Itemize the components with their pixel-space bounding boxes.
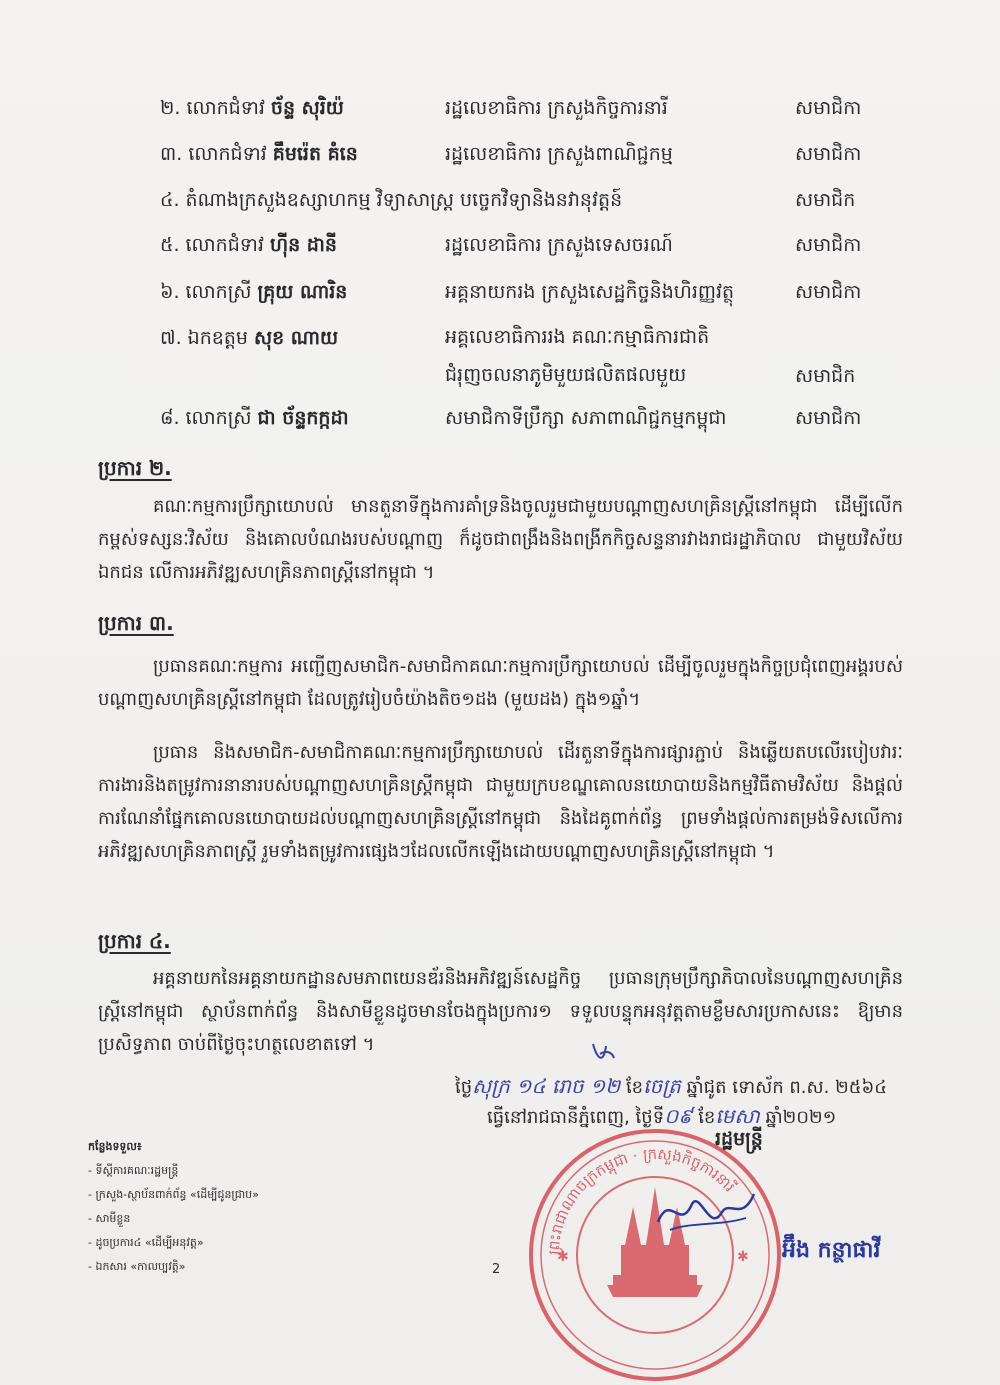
member-role: សមាជិកា bbox=[795, 97, 862, 119]
member-role: សមាជិកា bbox=[795, 407, 862, 429]
member-position: សមាជិកាទីប្រឹក្សា សភាពាណិជ្ជកម្មកម្ពុជា bbox=[445, 407, 727, 429]
paraph-mark bbox=[590, 1040, 616, 1064]
minister-name: អ៊ឹង កន្ថាផាវី bbox=[782, 1238, 881, 1263]
article-4-title: ប្រការ ៤. bbox=[98, 929, 171, 953]
member-row bbox=[0, 180, 1000, 220]
member-role: សមាជិកា bbox=[795, 281, 862, 303]
member-row bbox=[0, 318, 1000, 398]
recipients-list bbox=[88, 1135, 259, 1279]
member-row bbox=[0, 88, 1000, 128]
member-position: រដ្ឋលេខាធិការ ក្រសួងទេសចរណ៍ bbox=[445, 234, 673, 256]
member-row bbox=[0, 225, 1000, 265]
recipient-item: - ទីស្តីការគណៈរដ្ឋមន្ត្រី bbox=[88, 1164, 179, 1177]
member-name: ៣. លោកជំទាវ គឹមរ៉េត គំនេ bbox=[160, 143, 358, 165]
member-position: អគ្គនាយករង ក្រសួងសេដ្ឋកិច្ចនិងហិរញ្ញវត្ថុ bbox=[445, 281, 735, 303]
article-3-title: ប្រការ ៣. bbox=[98, 611, 174, 635]
recipient-item: - ដូចប្រការ៤ «ដើម្បីអនុវត្ត» bbox=[88, 1236, 204, 1249]
member-role: សមាជិក bbox=[795, 365, 856, 387]
member-name: ៧. ឯកឧត្តម សុខ ណាយ bbox=[160, 327, 339, 349]
article-2-text: គណៈកម្មការប្រឹក្សាយោបល់ មានតួនាទីក្នុងការគាំទ្រនិងចូលរួមជាមួយបណ្តាញសហគ្រិនស្ត្រីនៅកម្ពុជា ដើម្បីលើកកម្ពស់ទស្សនៈវិស័យ និងគោលបំណងរបស់បណ្តាញ ក៏ដូចជាពង្រឹងនិងពង្រីកកិច្ចសន្ទនារវាងរាជរដ្ឋាភិបាល ជាមួយវិស័យឯកជន លើការអភិវឌ្ឍសហគ្រិនភាពស្ត្រីនៅកម្ពុជា ។ bbox=[98, 496, 903, 583]
member-name: ៦. លោកស្រី គ្រុយ ណារិន bbox=[160, 281, 348, 303]
article-3-text-1: ប្រធានគណៈកម្មការ អញ្ជើញសមាជិក-សមាជិកាគណៈកម្មការប្រឹក្សាយោបល់ ដើម្បីចូលរួមក្នុងកិច្ចប្រជុំពេញអង្គរបស់បណ្តាញសហគ្រិនស្ត្រីនៅកម្ពុជា ដែលត្រូវរៀបចំយ៉ាងតិច១ដង (មួយដង) ក្នុង១ឆ្នាំ។ bbox=[98, 656, 903, 710]
svg-text:✱: ✱ bbox=[557, 1249, 569, 1265]
recipient-item: - ឯកសារ «កាលប្បវត្តិ» bbox=[88, 1260, 186, 1273]
member-name: ២. លោកជំទាវ ច័ន្ទ សុរិយ៉ bbox=[160, 97, 344, 119]
article-3-text-2: ប្រធាន និងសមាជិក-សមាជិកាគណៈកម្មការប្រឹក្សាយោបល់ ដើរតួនាទីក្នុងការផ្សារភ្ជាប់ និងឆ្លើយតបលើរបៀបវារៈការងារនិងតម្រូវការនានារបស់បណ្តាញសហគ្រិនស្ត្រីកម្ពុជា ជាមួយក្របខណ្ឌគោលនយោបាយនិងកម្មវិធីតាមវិស័យ និងផ្តល់ការណែនាំផ្នែកគោលនយោបាយដល់បណ្តាញសហគ្រិនស្ត្រីនៅកម្ពុជា និងដៃគូពាក់ព័ន្ធ ព្រមទាំងផ្តល់ការតម្រង់ទិសលើការអភិវឌ្ឍសហគ្រិនភាពស្ត្រី រួមទាំងតម្រូវការផ្សេងៗដែលលើកឡើងដោយបណ្តាញសហគ្រិនស្ត្រីនៅកម្ពុជា ។ bbox=[98, 742, 903, 862]
member-row bbox=[0, 272, 1000, 312]
svg-text:✱: ✱ bbox=[737, 1249, 749, 1265]
recipient-item: - សាមីខ្លួន bbox=[88, 1212, 131, 1225]
member-position: អគ្គលេខាធិការរង គណៈកម្មាធិការជាតិ ជំរុញចលនាភូមិមួយផលិតផលមួយ bbox=[445, 326, 710, 386]
member-role: សមាជិក bbox=[795, 189, 856, 211]
minister-title: រដ្ឋមន្ត្រី bbox=[715, 1128, 763, 1150]
lunar-date: ថ្ងៃសុក្រ ១៤ រោច ១២ ខែចេត្រ ឆ្នាំជូត ទោស័ក ព.ស. ២៥៦៤ bbox=[455, 1074, 887, 1098]
member-name: ៨. លោកស្រី ជា ច័ន្ទកក្កដា bbox=[160, 407, 349, 429]
solar-day-handwritten: ០៩ bbox=[664, 1104, 693, 1128]
lunar-month-handwritten: ចេត្រ bbox=[643, 1074, 681, 1098]
recipients-title: កន្លែងទទួល៖ bbox=[88, 1140, 142, 1153]
svg-text:ព្រះរាជាណាចក្រកម្ពុជា · ក្រសួង: ព្រះរាជាណាចក្រកម្ពុជា · ក្រសួងកិច្ចការនារី bbox=[544, 1144, 739, 1256]
member-row bbox=[0, 398, 1000, 438]
recipient-item: - ក្រសួង-ស្ថាប័នពាក់ព័ន្ធ «ដើម្បីជូនជ្រាប» bbox=[88, 1188, 259, 1201]
handwritten-signature bbox=[650, 1182, 760, 1242]
solar-date: ធ្វើនៅរាជធានីភ្នំពេញ, ថ្ងៃទី០៩ ខែមេសា ឆ្នាំ២០២១ bbox=[487, 1104, 837, 1128]
article-2-title: ប្រការ ២. bbox=[98, 456, 172, 480]
member-row bbox=[0, 134, 1000, 174]
member-name: ៥. លោកជំទាវ ហ៊ីន ដានី bbox=[160, 234, 337, 256]
member-position: រដ្ឋលេខាធិការ ក្រសួងពាណិជ្ជកម្ម bbox=[445, 143, 673, 165]
article-4-text: អគ្គនាយកនៃអគ្គនាយកដ្ឋានសមភាពយេនឌ័រនិងអភិវឌ្ឍន៍សេដ្ឋកិច្ច ប្រធានក្រុមប្រឹក្សាភិបាលនៃបណ្តាញសហគ្រិនស្ត្រីនៅកម្ពុជា ស្ថាប័នពាក់ព័ន្ធ និងសាមីខ្លួនដូចមានចែងក្នុងប្រការ១ ទទួលបន្ទុកអនុវត្តតាមខ្លឹមសារប្រកាសនេះ ឱ្យមានប្រសិទ្ធភាព ចាប់ពីថ្ងៃចុះហត្ថលេខាតទៅ ។ bbox=[98, 968, 903, 1055]
lunar-day-handwritten: សុក្រ ១៤ រោច ១២ bbox=[472, 1074, 621, 1098]
solar-month-handwritten: មេសា bbox=[715, 1104, 760, 1128]
page-number: 2 bbox=[492, 1262, 501, 1277]
member-role: សមាជិកា bbox=[795, 234, 862, 256]
official-seal bbox=[525, 1125, 785, 1385]
member-name: ៤. តំណាងក្រសួងឧស្សាហកម្ម វិទ្យាសាស្ត្រ បច្ចេកវិទ្យានិងនវានុវត្តន៍ bbox=[160, 189, 623, 211]
member-position: រដ្ឋលេខាធិការ ក្រសួងកិច្ចការនារី bbox=[445, 97, 668, 119]
member-role: សមាជិកា bbox=[795, 143, 862, 165]
